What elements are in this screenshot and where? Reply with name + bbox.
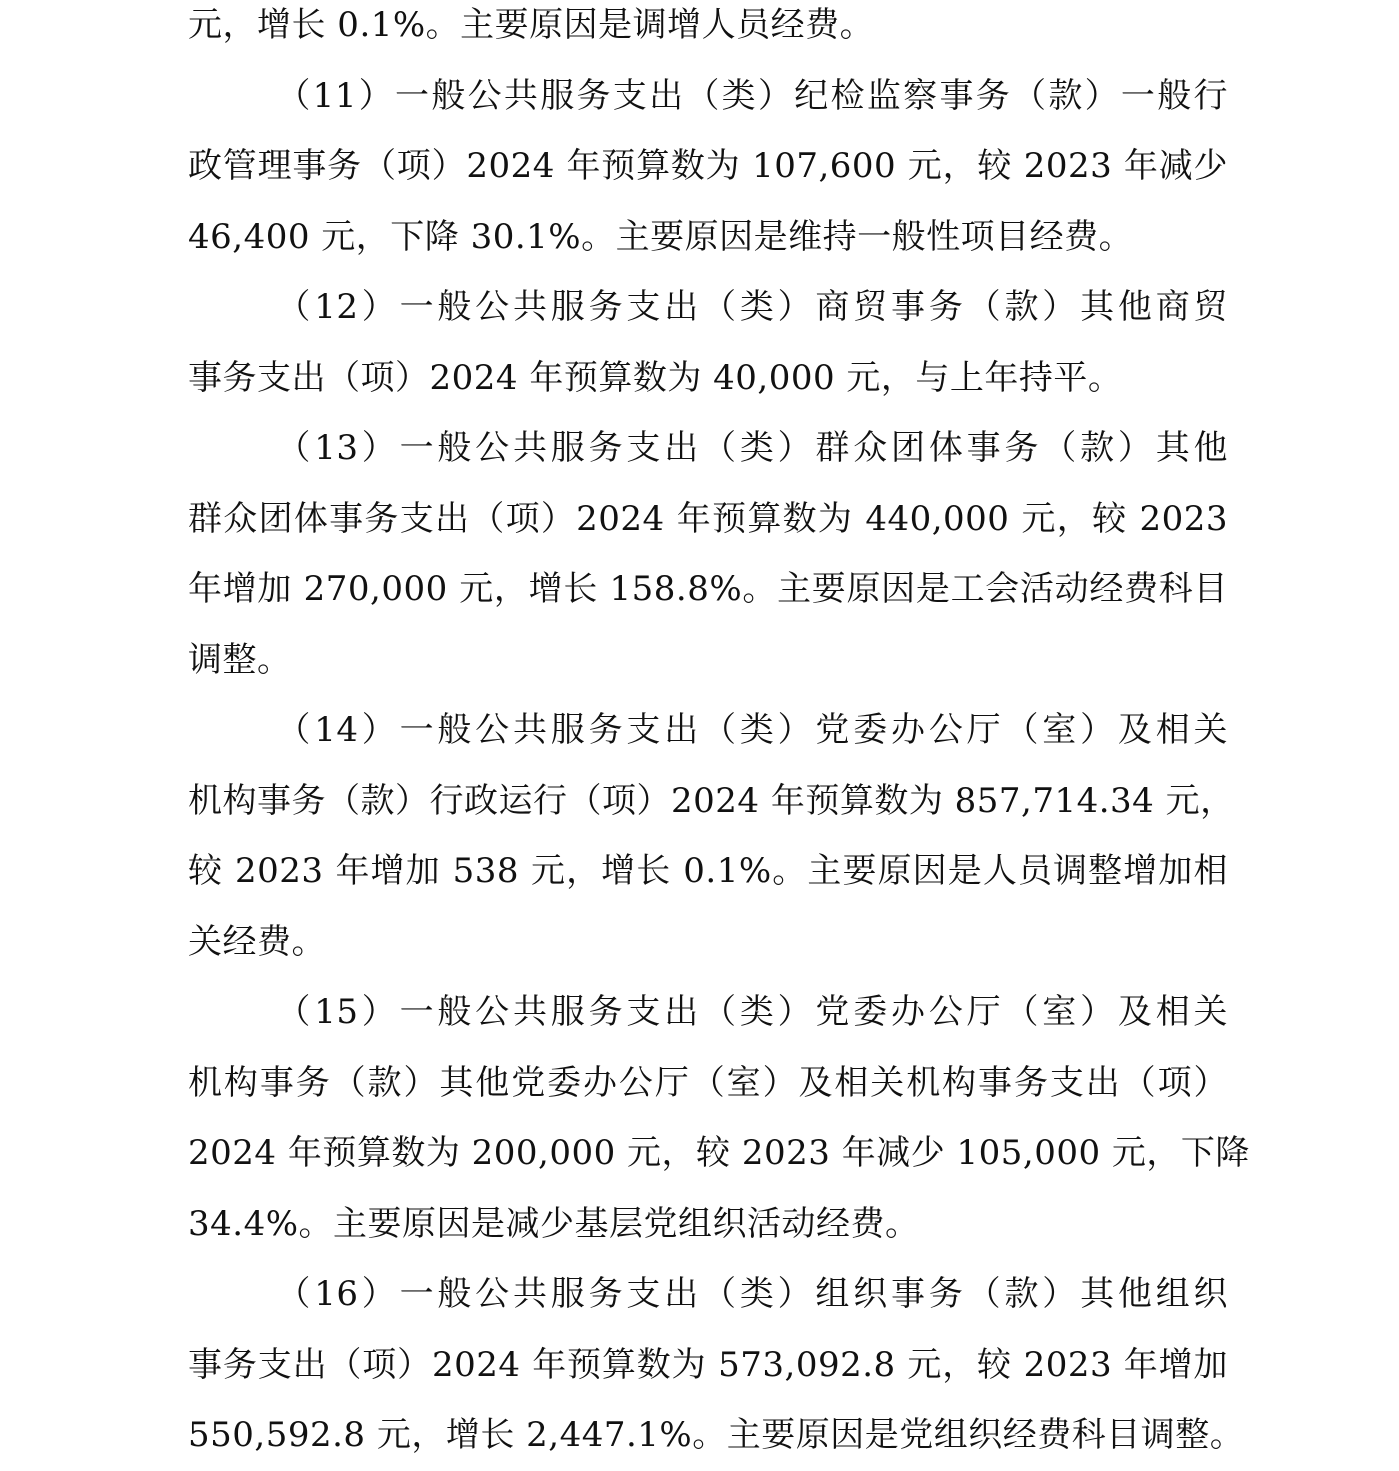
text-line: 事务支出（项）2024 年预算数为 573,092.8 元，较 2023 年增加 (188, 1344, 1228, 1385)
paragraph-p15 (188, 977, 1250, 1259)
text-line: （11）一般公共服务支出（类）纪检监察事务（款）一般行 (276, 75, 1228, 116)
text-line: （12）一般公共服务支出（类）商贸事务（款）其他商贸 (276, 287, 1228, 327)
text-line: 550,592.8 元，增长 2,447.1%。主要原因是党组织经费科目调整。 (188, 1415, 1245, 1455)
text-line: 年增加 270,000 元，增长 158.8%。主要原因是工会活动经费科目 (188, 569, 1228, 609)
text-line: 机构事务（款）行政运行（项）2024 年预算数为 857,714.34 元， (188, 780, 1235, 821)
paragraph-p-cont (188, 0, 1228, 61)
text-line: 事务支出（项）2024 年预算数为 40,000 元，与上年持平。 (188, 357, 1123, 398)
document-body (188, 0, 1250, 1471)
text-line: 政管理事务（项）2024 年预算数为 107,600 元，较 2023 年减少 (188, 146, 1228, 186)
text-line: 较 2023 年增加 538 元，增长 0.1%。主要原因是人员调整增加相 (188, 851, 1228, 891)
paragraph-p16 (188, 1259, 1245, 1471)
text-line: （13）一般公共服务支出（类）群众团体事务（款）其他 (276, 428, 1228, 468)
text-line: 调整。 (188, 639, 292, 680)
paragraph-p11 (188, 61, 1228, 273)
paragraph-p12 (188, 272, 1228, 413)
text-line: （16）一般公共服务支出（类）组织事务（款）其他组织 (276, 1274, 1228, 1314)
paragraph-p13 (188, 413, 1228, 695)
text-line: 元，增长 0.1%。主要原因是调增人员经费。 (188, 5, 875, 45)
text-line: （15）一般公共服务支出（类）党委办公厅（室）及相关 (276, 992, 1228, 1032)
text-line: 46,400 元，下降 30.1%。主要原因是维持一般性项目经费。 (188, 216, 1134, 257)
text-line: 34.4%。主要原因是减少基层党组织活动经费。 (188, 1203, 920, 1244)
text-line: 关经费。 (188, 921, 326, 962)
text-line: （14）一般公共服务支出（类）党委办公厅（室）及相关 (276, 710, 1228, 750)
text-line: 2024 年预算数为 200,000 元，较 2023 年减少 105,000 元，下降 (188, 1133, 1250, 1173)
text-line: 机构事务（款）其他党委办公厅（室）及相关机构事务支出（项） (188, 1062, 1228, 1103)
paragraph-p14 (188, 695, 1235, 977)
text-line: 群众团体事务支出（项）2024 年预算数为 440,000 元，较 2023 (188, 498, 1228, 539)
